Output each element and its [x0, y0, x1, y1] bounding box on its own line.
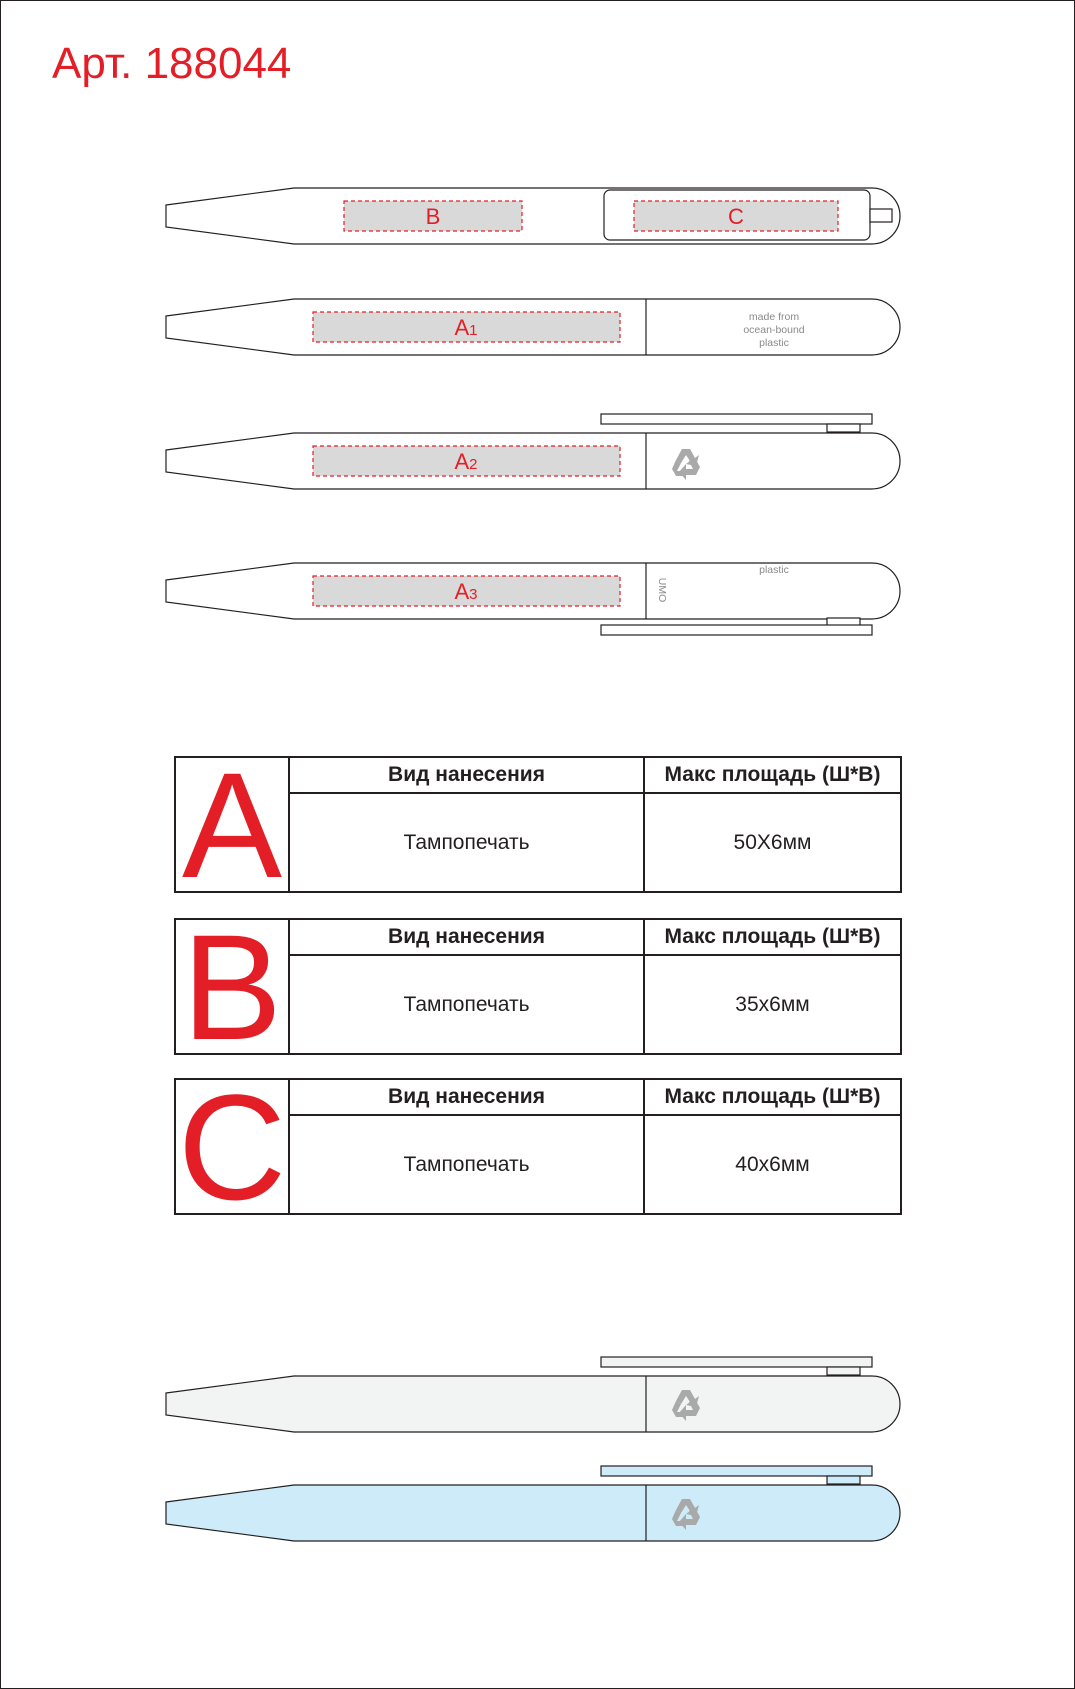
method-value: Тампопечать [290, 794, 645, 891]
pen-clip-foot [827, 1476, 860, 1484]
print-text-line-2: ocean-bound [743, 324, 805, 336]
max-area-header: Макс площадь (Ш*В) [645, 920, 900, 956]
method-header: Вид нанесения [290, 1080, 645, 1116]
spec-letter-cell [176, 1062, 290, 1231]
pen-clip [601, 625, 872, 635]
method-header: Вид нанесения [290, 758, 645, 794]
spec-letter-cell [176, 902, 290, 1071]
print-text-line-1: made from [748, 311, 800, 323]
max-area-value: 40х6мм [735, 1152, 810, 1176]
pen-clip [601, 1357, 872, 1367]
zone-b-label: B [425, 204, 441, 229]
max-area-header: Макс площадь (Ш*В) [645, 1080, 900, 1116]
max-area-header: Макс площадь (Ш*В) [645, 758, 900, 794]
pen-view-4 [166, 563, 900, 635]
article-title: Арт. 188044 [52, 39, 292, 88]
pen-view-1 [166, 188, 900, 244]
method-header: Вид нанесения [290, 920, 645, 956]
pen-clip-foot [827, 1367, 860, 1375]
print-text-line-3: plastic [759, 337, 789, 349]
brand-text: UMO [656, 577, 668, 603]
spec-table-b [174, 902, 902, 1071]
zone-a1-label: A1 [454, 315, 478, 340]
method-value: Тампопечать [290, 1116, 645, 1213]
pen-view-3 [166, 414, 900, 489]
pen-clip-foot [827, 424, 860, 432]
pen-clip [601, 1466, 872, 1476]
spec-letter-cell [176, 740, 290, 909]
pen-body [166, 1485, 900, 1541]
pen-view-2 [166, 299, 900, 355]
pen-clip [601, 414, 872, 424]
method-value: Тампопечать [290, 956, 645, 1053]
zone-c-label: C [728, 204, 744, 229]
print-text: plastic [759, 564, 789, 576]
spec-letter: A [181, 740, 283, 909]
pen-color-variant-light-blue [166, 1466, 900, 1541]
spec-letter: B [181, 902, 283, 1071]
max-area-value: 35х6мм [735, 992, 810, 1016]
zone-a3-label: A3 [454, 579, 478, 604]
spec-table-a [174, 740, 902, 909]
pen-body [166, 1376, 900, 1432]
spec-letter: C [177, 1062, 287, 1231]
zone-a2-label: A2 [454, 449, 478, 474]
pen-color-variant-light-gray [166, 1357, 900, 1432]
spec-table-c [174, 1062, 902, 1231]
pen-button [870, 209, 892, 222]
max-area-value: 50Х6мм [733, 830, 812, 854]
